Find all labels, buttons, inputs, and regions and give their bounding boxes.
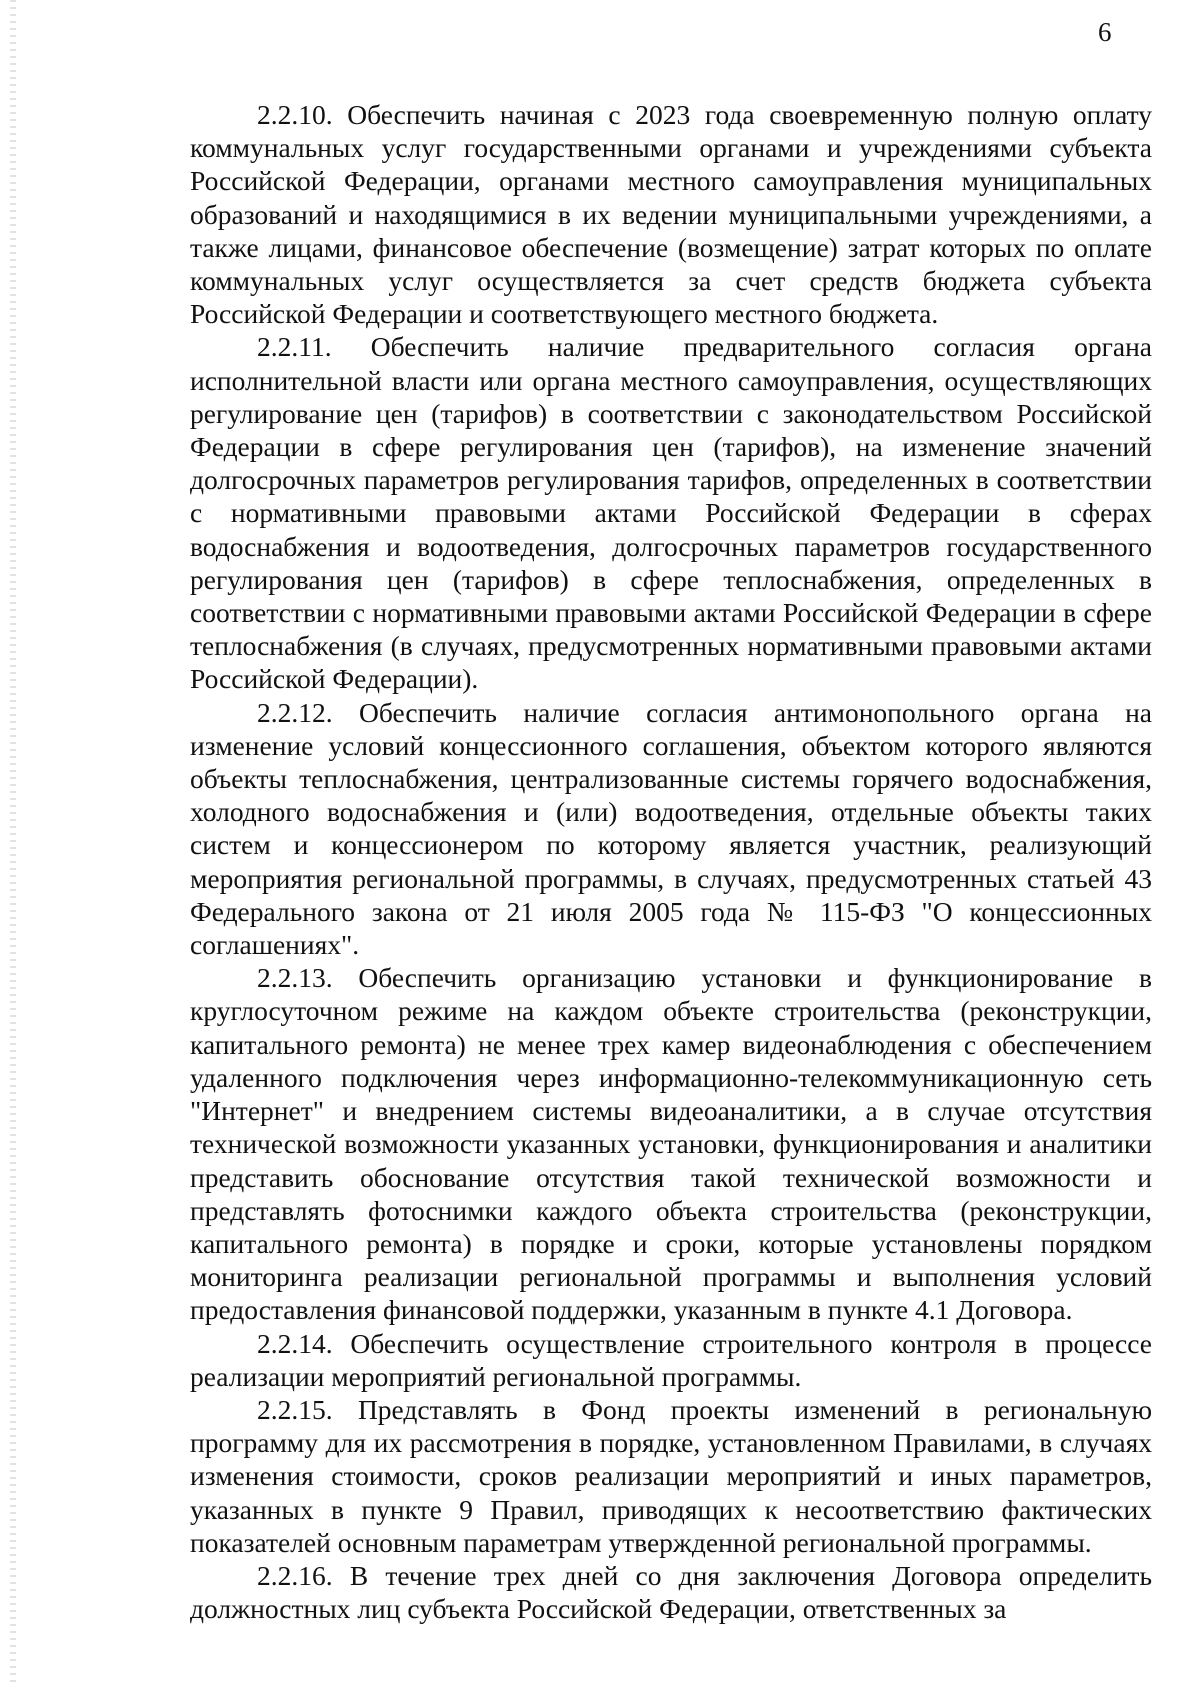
- paragraph-2-2-10: 2.2.10. Обеспечить начиная с 2023 года своевременную полную оплату коммунальных услуг государственными органами и учреждениями субъекта Российской Федерации, органами местного самоуправления муниципальных образований и находящимися в их ведении муниципальными учреждениями, а также лицами, финансовое обеспечение (возмещение) затрат которых по оплате коммунальных услуг осуществляется за счет средств бюджета субъекта Российской Федерации и соответствующего местного бюджета.: [190, 99, 1152, 330]
- paragraph-2-2-15: 2.2.15. Представлять в Фонд проекты изменений в региональную программу для их рассмотрения в порядке, установленном Правилами, в случаях изменения стоимости, сроков реализации мероприятий и иных параметров, указанных в пункте 9 Правил, приводящих к несоответствию фактических показателей основным параметрам утвержденной региональной программы.: [190, 1393, 1152, 1558]
- paragraph-2-2-16: 2.2.16. В течение трех дней со дня заключения Договора определить должностных лиц субъекта Российской Федерации, ответственных за: [190, 1559, 1152, 1625]
- paragraph-2-2-14: 2.2.14. Обеспечить осуществление строительного контроля в процессе реализации мероприятий региональной программы.: [190, 1327, 1152, 1392]
- document-body: [190, 98, 1152, 1625]
- page-number: 6: [1098, 17, 1112, 47]
- paragraph-2-2-13: 2.2.13. Обеспечить организацию установки и функционирование в круглосуточном режиме на каждом объекте строительства (реконструкции, капитального ремонта) не менее трех камер видеонаблюдения с обеспечением удаленного подключения через информационно-телекоммуникационную сеть "Интернет" и внедрением системы видеоаналитики, а в случае отсутствия технической возможности указанных установки, функционирования и аналитики представить обоснование отсутствия такой технической возможности и представлять фотоснимки каждого объекта строительства (реконструкции, капитального ремонта) в порядке и сроки, которые установлены порядком мониторинга реализации региональной программы и выполнения условий предоставления финансовой поддержки, указанным в пункте 4.1 Договора.: [190, 962, 1152, 1326]
- paragraph-2-2-11: 2.2.11. Обеспечить наличие предварительного согласия органа исполнительной власти или органа местного самоуправления, осуществляющих регулирование цен (тарифов) в соответствии с законодательством Российской Федерации в сфере регулирования цен (тарифов), на изменение значений долгосрочных параметров регулирования тарифов, определенных в соответствии с нормативными правовыми актами Российской Федерации в сферах водоснабжения и водоотведения, долгосрочных параметров государственного регулирования цен (тарифов) в сфере теплоснабжения, определенных в соответствии с нормативными правовыми актами Российской Федерации в сфере теплоснабжения (в случаях, предусмотренных нормативными правовыми актами Российской Федерации).: [190, 331, 1152, 695]
- paragraph-2-2-12: 2.2.12. Обеспечить наличие согласия антимонопольного органа на изменение условий концессионного соглашения, объектом которого являются объекты теплоснабжения, централизованные системы горячего водоснабжения, холодного водоснабжения и (или) водоотведения, отдельные объекты таких систем и концессионером по которому является участник, реализующий мероприятия региональной программы, в случаях, предусмотренных статьей 43 Федерального закона от 21 июля 2005 года № 115-ФЗ "О концессионных соглашениях".: [190, 696, 1152, 961]
- scan-binding-edge: [10, 0, 16, 1685]
